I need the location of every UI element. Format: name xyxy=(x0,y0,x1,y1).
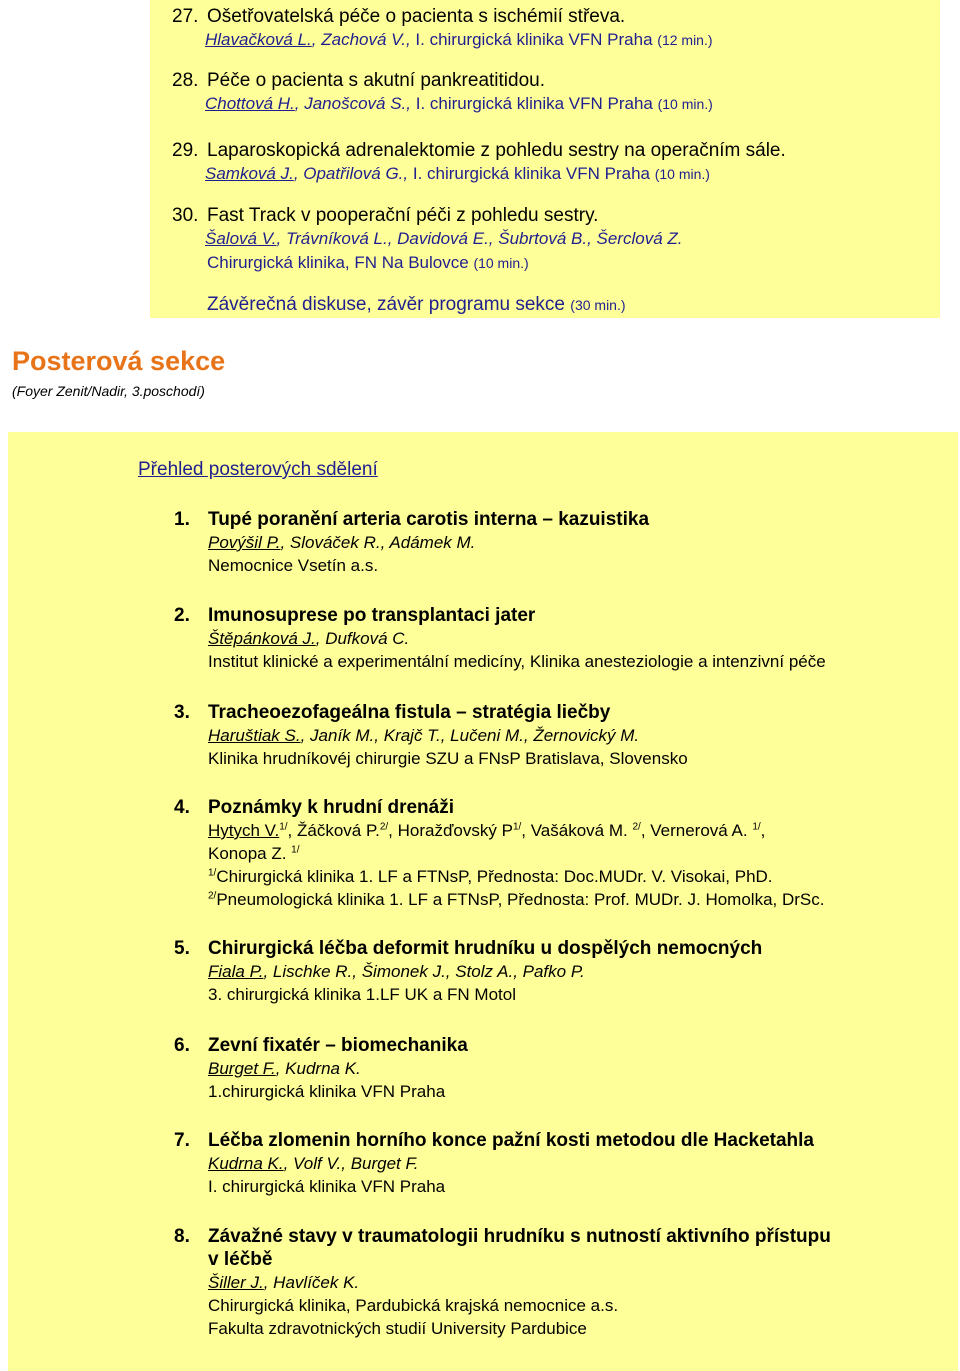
session-title: Fast Track v pooperační péči z pohledu sestry. xyxy=(207,205,599,226)
poster-first-author: Haruštiak S. xyxy=(208,726,301,745)
author-index: 1/ xyxy=(512,821,522,833)
poster-authors xyxy=(208,1059,361,1079)
session-affiliation: I. chirurgická klinika VFN Praha xyxy=(415,30,653,49)
poster-authors xyxy=(208,962,585,982)
poster-title: Tupé poranění arteria carotis interna – kazuistika xyxy=(208,509,650,530)
affiliation-index: 2/ xyxy=(208,890,217,902)
author-name: Konopa Z. xyxy=(208,844,292,863)
poster-first-author: Fiala P. xyxy=(208,962,264,981)
poster-number: 4. xyxy=(174,797,190,818)
poster-coauthors: , Slováček R., Adámek M. xyxy=(280,533,476,552)
session-first-author: Šalová V. xyxy=(205,229,277,248)
poster-first-author: Kudrna K. xyxy=(208,1154,284,1173)
poster-first-author: Štěpánková J. xyxy=(208,629,316,648)
session-first-author: Hlavačková L. xyxy=(205,30,312,49)
poster-affiliation-2: Fakulta zdravotnických studií University Pardubice xyxy=(208,1319,587,1338)
author-name: , Vašáková M. xyxy=(521,821,633,840)
poster-coauthors: , Lischke R., Šimonek J., Stolz A., Pafko P. xyxy=(263,962,585,981)
poster-authors xyxy=(208,821,765,841)
author-name: , Žáčková P. xyxy=(287,821,380,840)
author-name: , Horažďovský P xyxy=(388,821,513,840)
poster-authors xyxy=(208,629,409,649)
session-coauthors: , Janošcová S., xyxy=(294,94,416,113)
poster-affiliation: Nemocnice Vsetín a.s. xyxy=(208,556,379,575)
affiliation-text: Chirurgická klinika 1. LF a FTNsP, Přednosta: Doc.MUDr. V. Visokai, PhD. xyxy=(216,867,773,886)
poster-number: 7. xyxy=(174,1130,190,1151)
session-authors xyxy=(205,164,710,184)
session-time: (12 min.) xyxy=(657,32,713,48)
session-number: 29. xyxy=(172,140,199,161)
poster-authors xyxy=(208,1273,359,1293)
poster-affiliation: Klinika hrudníkovéj chirurgie SZU a FNsP Bratislava, Slovensko xyxy=(208,749,688,768)
poster-title: Imunosuprese po transplantaci jater xyxy=(208,605,536,626)
session-title: Péče o pacienta s akutní pankreatitidou. xyxy=(207,70,546,91)
session-coauthors: , Zachová V., xyxy=(311,30,416,49)
poster-affiliation-2 xyxy=(208,890,824,910)
session-first-author: Samková J. xyxy=(205,164,294,183)
poster-authors-cont xyxy=(208,844,300,864)
poster-authors xyxy=(208,1154,418,1174)
session-title: Ošetřovatelská péče o pacienta s ischémií střeva. xyxy=(207,6,626,27)
poster-title: Tracheoezofageálna fistula – stratégia liečby xyxy=(208,702,611,723)
session-authors xyxy=(205,94,713,114)
author-index: 1/ xyxy=(279,821,288,833)
poster-number: 1. xyxy=(174,509,190,530)
author-name: , Vernerová A. xyxy=(640,821,753,840)
poster-title: Poznámky k hrudní drenáži xyxy=(208,797,454,818)
session-time: (10 min.) xyxy=(654,166,710,182)
author-index: 2/ xyxy=(632,821,641,833)
poster-number: 6. xyxy=(174,1035,190,1056)
author-name: , xyxy=(760,821,766,840)
poster-overview-heading: Přehled posterových sdělení xyxy=(138,459,378,480)
poster-affiliation: 1.chirurgická klinika VFN Praha xyxy=(208,1082,446,1101)
session-affiliation: Chirurgická klinika, FN Na Bulovce xyxy=(207,253,469,272)
poster-coauthors: , Dufková C. xyxy=(315,629,410,648)
affiliation-index: 1/ xyxy=(208,867,217,879)
affiliation-text: Pneumologická klinika 1. LF a FTNsP, Přednosta: Prof. MUDr. J. Homolka, DrSc. xyxy=(216,890,825,909)
session-first-author: Chottová H. xyxy=(205,94,295,113)
poster-affiliation: 3. chirurgická klinika 1.LF UK a FN Motol xyxy=(208,985,516,1004)
author-name: Hytych V. xyxy=(208,821,280,840)
poster-number: 8. xyxy=(174,1226,190,1247)
session-coauthors: , Trávníková L., Davidová E., Šubrtová B., Šerclová Z. xyxy=(276,229,683,248)
session-number: 30. xyxy=(172,205,199,226)
poster-affiliation xyxy=(208,867,773,887)
author-index: 2/ xyxy=(379,821,389,833)
poster-section-location: (Foyer Zenit/Nadir, 3.poschodí) xyxy=(12,383,205,399)
poster-title: Zevní fixatér – biomechanika xyxy=(208,1035,468,1056)
poster-affiliation: Institut klinické a experimentální medicíny, Klinika anesteziologie a intenzivní péče xyxy=(208,652,826,671)
author-index: 1/ xyxy=(291,844,300,856)
session-title: Laparoskopická adrenalektomie z pohledu sestry na operačním sále. xyxy=(207,140,786,161)
session-coauthors: , Opatřilová G., xyxy=(293,164,413,183)
closing-discussion: Závěrečná diskuse, závěr programu sekce (30 min.) xyxy=(207,294,626,315)
session-affiliation: I. chirurgická klinika VFN Praha xyxy=(412,164,650,183)
poster-authors xyxy=(208,533,475,553)
poster-coauthors: , Kudrna K. xyxy=(275,1059,361,1078)
poster-title: Chirurgická léčba deformit hrudníku u dospělých nemocných xyxy=(208,938,763,959)
poster-coauthors: , Havlíček K. xyxy=(263,1273,360,1292)
session-authors xyxy=(205,30,713,50)
poster-first-author: Šiller J. xyxy=(208,1273,264,1292)
poster-number: 2. xyxy=(174,605,190,626)
poster-section-title: Posterová sekce xyxy=(12,346,226,376)
session-time: (10 min.) xyxy=(473,255,529,271)
poster-affiliation: Chirurgická klinika, Pardubická krajská nemocnice a.s. xyxy=(208,1296,619,1315)
poster-coauthors: , Volf V., Burget F. xyxy=(283,1154,419,1173)
author-index: 1/ xyxy=(752,821,761,833)
poster-first-author: Burget F. xyxy=(208,1059,276,1078)
session-affiliation-line xyxy=(207,253,529,273)
session-affiliation: I. chirurgická klinika VFN Praha xyxy=(415,94,653,113)
session-time: (10 min.) xyxy=(657,96,713,112)
session-authors xyxy=(205,229,682,249)
poster-coauthors: , Janík M., Krajč T., Lučeni M., Žernovický M. xyxy=(300,726,640,745)
poster-authors xyxy=(208,726,639,746)
poster-number: 5. xyxy=(174,938,190,959)
poster-first-author: Povýšil P. xyxy=(208,533,281,552)
session-number: 28. xyxy=(172,70,199,91)
poster-number: 3. xyxy=(174,702,190,723)
poster-title: Závažné stavy v traumatologii hrudníku s nutností aktivního přístupu xyxy=(208,1226,831,1247)
poster-affiliation: I. chirurgická klinika VFN Praha xyxy=(208,1177,446,1196)
session-number: 27. xyxy=(172,6,199,27)
poster-title: Léčba zlomenin horního konce pažní kosti metodou dle Hacketahla xyxy=(208,1130,814,1151)
poster-title-cont: v léčbě xyxy=(208,1249,273,1270)
